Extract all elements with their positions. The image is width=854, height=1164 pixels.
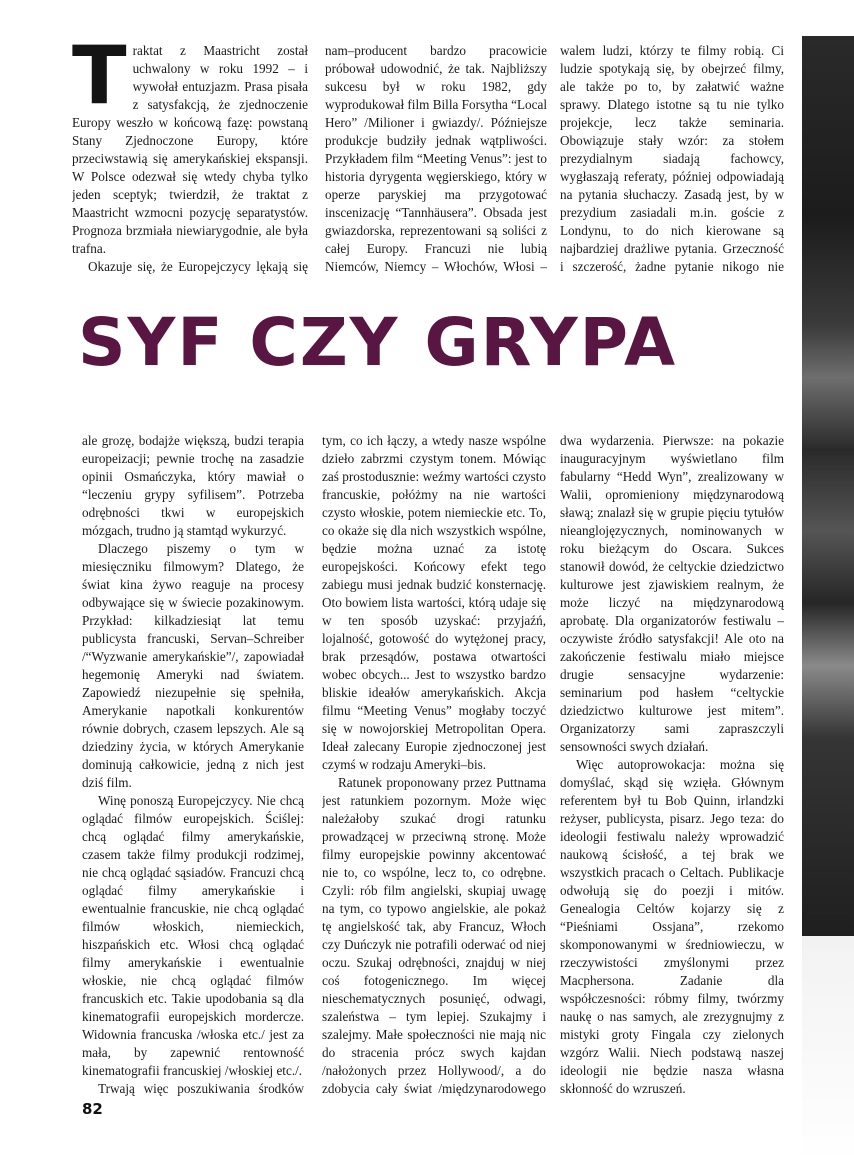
paragraph: Dlaczego piszemy o tym w miesięczniku filmowym? Dlatego, że świat kina żywo reaguje na procesy odbywające się w świecie pozakinowym. Przykład: kilkadziesiąt lat temu publicysta francuski, Servan–Schreiber /“Wyzwanie amerykańskie”/, zapowiadał hegemonię Ameryki nad światem. Zapowiedź niezupełnie się spełniła, Amerykanie napotkali konkurentów równie dobrych, czasem lepszych. Ale są dziedziny życia, w których Amerykanie dominują całkowicie, jedną z nich jest dziś film. <box>82 541 304 790</box>
lower-column-1 <box>82 432 304 1100</box>
paragraph <box>560 1098 784 1100</box>
paragraph: nam–producent bardzo pracowicie próbował udowodnić, że tak. Najbliższy sukcesu był w roku 1982, gdy wyprodukował film Billa Forsytha “Local Hero” /Milioner i gwiazdy/. Późniejsze produkcje budziły jednak wątpliwości. Przykładem film “Meeting Venus”: jest to historia dyrygenta węgierskiego, który w operze paryskiej ma przygotować inscenizację “Tannhäusera”. Obsada jest gwiazdorska, reprezentowani są soliści z całej Europy. Francuzi nie lubią Niemców, Niemcy – Włochów, Włosi – <box>325 43 547 274</box>
photo-edge-strip <box>802 36 854 936</box>
paragraph: Okazuje się, że Europejczycy lękają się <box>88 259 308 274</box>
paragraph: Winę ponoszą Europejczycy. Nie chcą oglądać filmów europejskich. Ściślej: chcą oglądać filmy amerykańskie, czasem także filmy produkcji rodzimej, nie chcą oglądać sąsiadów. Francuzi chcą oglądać filmy amerykańskie i ewentualnie francuskie, nie chcą oglądać filmów włoskich, niemieckich, hiszpańskich etc. Włosi chcą oglądać filmy amerykańskie i ewentualnie włoskie, nie chcą oglądać filmów francuskich etc. Takie upodobania są dla kinematografii europejskich mordercze. Widownia francuska /włoska etc./ jest za mała, by zapewnić rentowność kinematografii francuskiej /włoskiej etc./. <box>82 793 304 1078</box>
top-column-1 <box>72 42 308 278</box>
photo-edge-strip-lower <box>802 936 854 1164</box>
paragraph: tym, co ich łączy, a wtedy nasze wspólne dzieło zabrzmi czystym tonem. Mówiąc zaś prostodusznie: weźmy wartości czysto francuskie, połóżmy na nie wartości czysto włoskie, potem niemieckie etc. To, co okaże się dla nich wszystkich wspólne, będzie można uznać za istotę europejskości. Końcowy efekt tego zabiegu musi jednak budzić konsternację. Oto bowiem lista wartości, którą udaje się w ten sposób uzyskać: przyjaźń, lojalność, gotowość do wytężonej pracy, brak przesądów, postawa otwartości wobec obcych... Jest to wszystko bardzo bliskie ideałów amerykańskich. Akcja filmu “Meeting Venus” mogłaby toczyć się w nowojorskiej Metropolitan Opera. Ideał zalecany Europie zjednoczonej jest czymś w rodzaju Ameryki–bis. <box>322 433 546 772</box>
lower-column-2 <box>322 432 546 1100</box>
lower-column-3 <box>560 432 784 1100</box>
top-column-2 <box>325 42 547 278</box>
drop-cap: T <box>72 42 127 122</box>
paragraph: dwa wydarzenia. Pierwsze: na pokazie inauguracyjnym wyświetlano film fabularny “Hedd Wyn”, zrealizowany w Walii, opromieniony międzynarodową sławą; znalazł się w grupie pięciu tytułów nieanglojęzycznych, nominowanych w roku bieżącym do Oscara. Sukces stanowił dowód, że celtyckie dziedzictwo kulturowe jest zjawiskiem realnym, że może liczyć na międzynarodową aprobatę. Dla organizatorów festiwalu – oczywiste źródło satysfakcji! Ale oto na zakończenie festiwalu miało miejsce drugie sensacyjne wydarzenie: seminarium pod hasłem “celtyckie dziedzictwo kulturowe jest mitem”. Organizatorzy sami zapraszczyli sensowności swych działań. <box>560 433 784 754</box>
paragraph: Trwają więc poszukiwania środków <box>98 1081 304 1096</box>
top-column-3 <box>560 42 784 278</box>
paragraph: walem ludzi, którzy te filmy robią. Ci ludzie spotykają się, by obejrzeć filmy, ale także po to, by załatwić ważne sprawy. Dlatego istotne są tu nie tylko projekcje, lecz także seminaria. Obowiązuje stały wzór: za stołem prezydialnym siadają fachowcy, wygłaszają referaty, później odpowiadają na pytania słuchaczy. Zasadą jest, by w prezydium zasiadali m.in. goście z Londynu, to do nich kierowane są najbardziej drażliwe pytania. Grzeczność i szczerość, żadne pytanie nikogo nie <box>560 43 784 274</box>
paragraph: Traktat z Maastricht został uchwalony w roku 1992 – i wywołał entuzjazm. Prasa pisała z satysfakcją, że zjednoczenie Europy weszło w końcową fazę: powstaną Stany Zjednoczone Europy, które przeciwstawią się amerykańskiej ekspansji. W Polsce odezwał się wtedy chyba tylko jeden sceptyk; twierdził, że traktat z Maastricht wzmocni pozycję separatystów. Prognoza brzmiała niewiarygodnie, ale była trafna. <box>72 42 308 256</box>
article-headline: SYF CZY GRYPA <box>78 304 678 381</box>
paragraph: Więc autoprowokacja: można się domyślać, skąd się wzięła. Głównym referentem był tu Bob Quinn, irlandzki reżyser, publicysta, pisarz. Jego teza: do ideologii festiwalu należy wprowadzić naukową ścisłość, a tej brak we wszystkich pracach o Celtach. Publikacje odwołują się do poezji i mitów. Genealogia Celtów kojarzy się z “Pieśniami Ossjana”, rzekomo skomponowanymi w średniowieczu, w rzeczywistości zmyślonymi przez Macphersona. Zadanie dla współczesności: róbmy filmy, twórzmy naukę o nas samych, ale zrezygnujmy z mistyki groty Fingala czy zielonych wzgórz Walii. Niech podstawą naszej ideologii nie będzie nasza własna skłonność do wzruszeń. <box>560 757 784 1096</box>
page-number: 82 <box>82 1100 103 1118</box>
paragraph: ale grozę, bodajże większą, budzi terapia europeizacji; pewnie trochę na zasadzie opinii Osmańczyka, który mawiał o “leczeniu grypy syfilisem”. Potrzeba odrębności tkwi w europejskich mózgach, trudno ją stamtąd wykurzyć. <box>82 433 304 538</box>
paragraph: Ratunek proponowany przez Puttnama jest ratunkiem pozornym. Może więc należałoby szukać drogi ratunku prowadzącej w przeciwną stronę. Może filmy europejskie powinny akcentować nie to, co wspólne, lecz to, co odrębne. Czyli: rób film angielski, skupiaj uwagę na tym, co typowo angielskie, ale pokaż tę angielskość tak, aby Francuz, Włoch czy Duńczyk nie potrafili oderwać od niej oczu. Szukaj odrębności, znajduj w niej coś fotogenicznego. Im więcej nieschematycznych posunięć, odwagi, szaleństwa – tym lepiej. Szukajmy i szalejmy. Małe społeczności nie mają nic do stracenia prócz swych kajdan /nałożonych przez Hollywood/, a do zdobycia cały świat /międzynarodowego <box>322 775 546 1096</box>
